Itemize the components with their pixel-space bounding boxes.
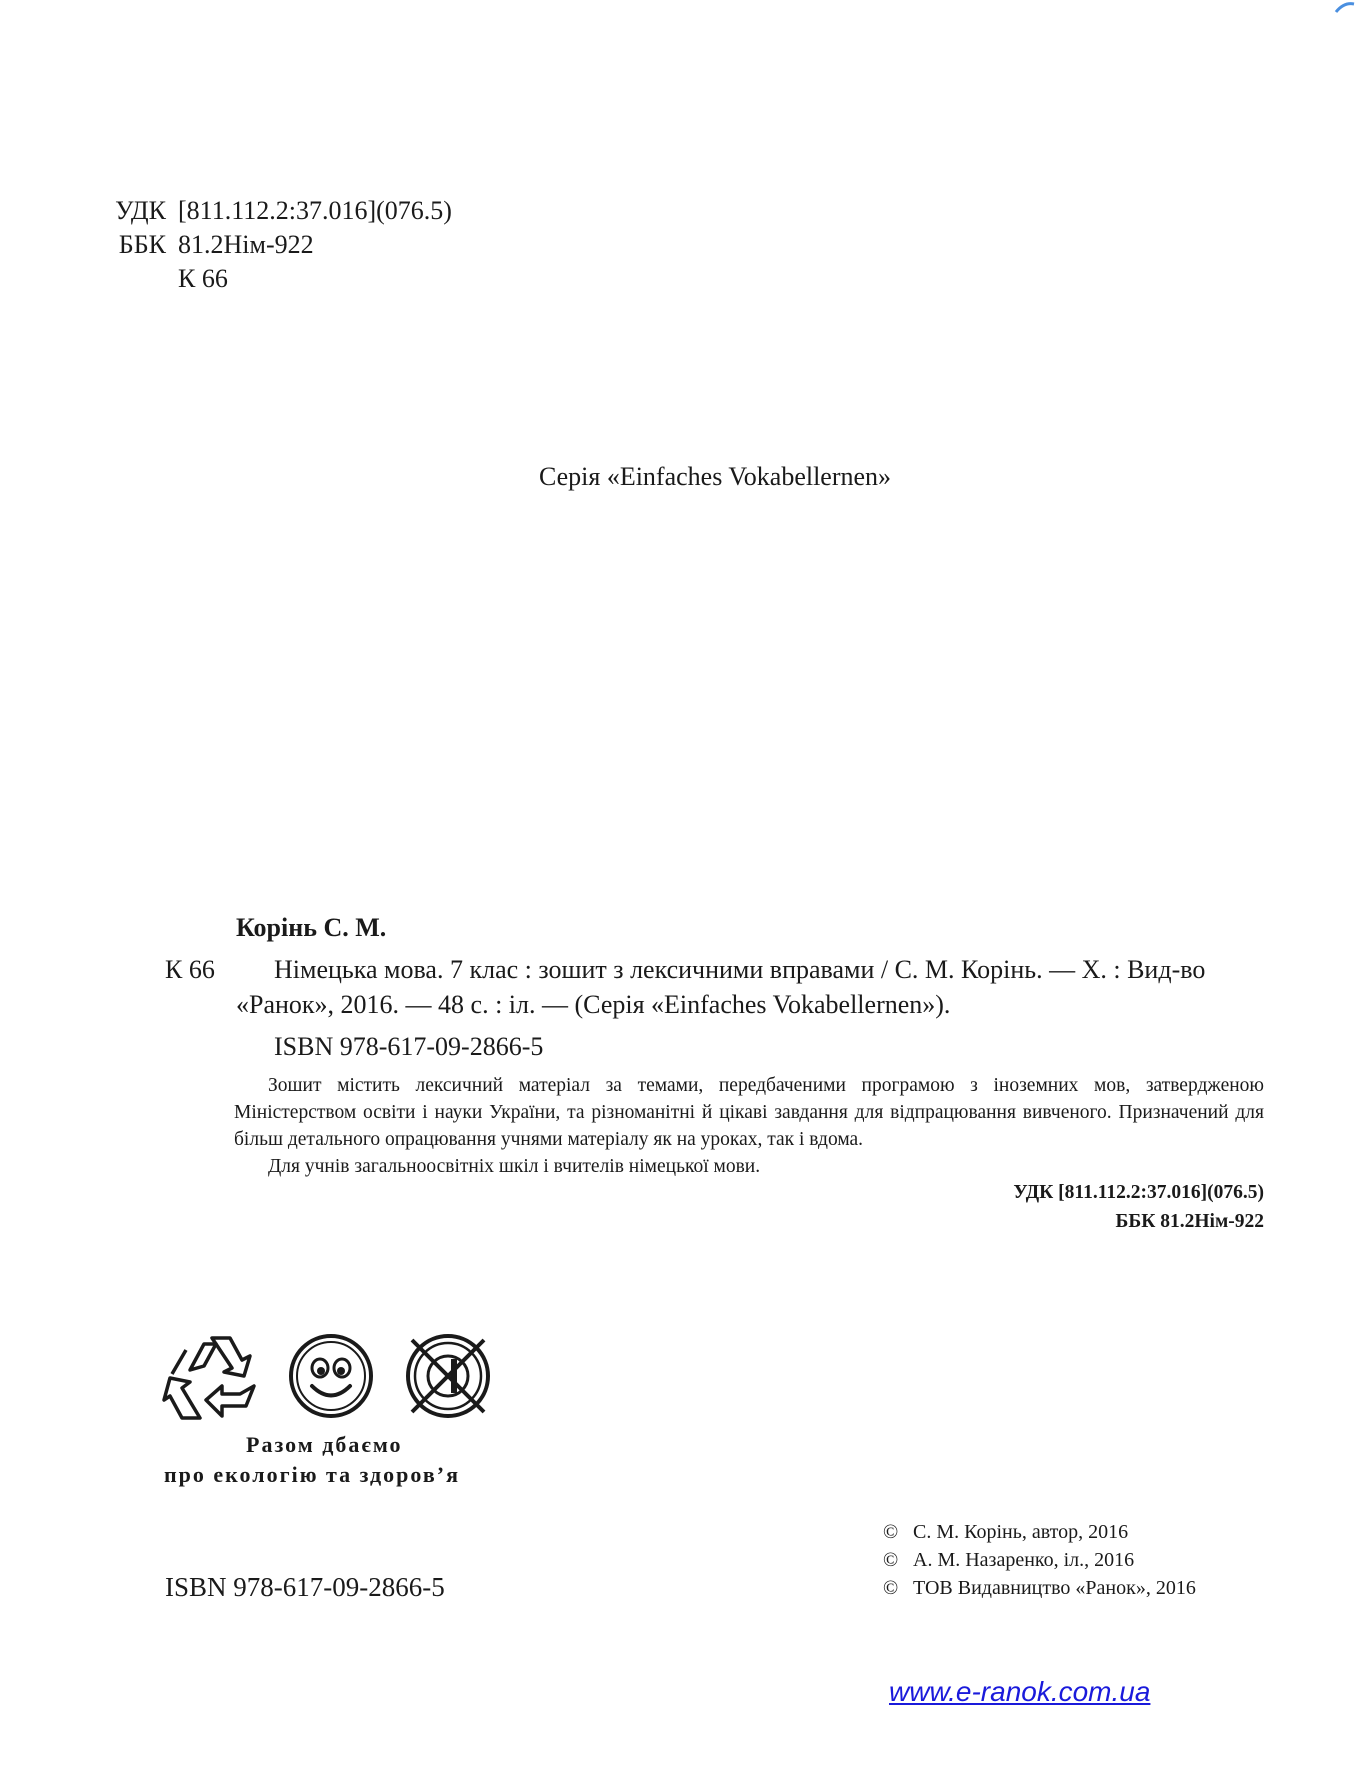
copyright-symbol: © [883,1521,899,1543]
author-mark: К 66 [165,955,215,984]
series-title: Серія «Einfaches Vokabellernen» [538,462,892,491]
bibliographic-title-line2: «Ранок», 2016. — 48 с. : іл. — (Серія «Einfaches Vokabellernen»). [236,990,951,1019]
website-link[interactable]: www.e-ranok.com.ua [889,1676,1151,1707]
bbk-row [100,228,452,262]
smiley-icon [286,1331,376,1421]
recycle-icon [160,1328,264,1424]
author-mark-row [100,262,452,296]
copyright-illustrator: А. М. Назаренко, іл., 2016 [913,1549,1135,1571]
bbk-label: ББК [118,230,166,259]
copyright-line [883,1518,1196,1546]
annotation-paragraph-2: Для учнів загальноосвітніх шкіл і вчителів німецької мови. [268,1156,761,1177]
udk-row [100,194,452,228]
copyright-block [883,1518,1196,1602]
bbk-value: 81.2Нім-922 [178,230,314,259]
copyright-symbol: © [883,1577,899,1599]
author-mark-top: К 66 [178,264,228,293]
classification-bbk-bottom: ББК 81.2Нім-922 [1115,1211,1264,1232]
classification-udk-bottom: УДК [811.112.2:37.016](076.5) [1013,1182,1264,1203]
udk-label: УДК [115,196,166,225]
copyright-symbol: © [883,1549,899,1571]
annotation [234,1072,1264,1180]
udk-value: [811.112.2:37.016](076.5) [178,196,452,225]
copyright-publisher: ТОВ Видавництво «Ранок», 2016 [913,1577,1196,1599]
corner-logo-fragment-icon [1332,0,1356,14]
author-name: Корінь С. М. [236,913,387,942]
copyright-line [883,1546,1196,1574]
no-xray-icon [402,1331,494,1421]
isbn-record: ISBN 978-617-09-2866-5 [274,1032,544,1061]
isbn-bottom: ISBN 978-617-09-2866-5 [165,1572,445,1602]
bibliographic-title-line1: Німецька мова. 7 клас : зошит з лексичними вправами / С. М. Корінь. — Х. : Вид-во [274,955,1206,984]
eco-slogan-line1: Разом дбаємо [246,1432,403,1457]
copyright-line [883,1574,1196,1602]
classification-block-top [100,194,452,296]
eco-slogan-line2: про екологію та здоров’я [164,1462,460,1487]
copyright-author: С. М. Корінь, автор, 2016 [913,1521,1129,1543]
annotation-paragraph-1: Зошит містить лексичний матеріал за темами, передбаченими програмою з іноземних мов, затвердженою Міністерством освіти і науки України, та різноманітні й цікаві завдання для відпрацювання вивченого. Призначений для більш детального опрацювання учнями матеріалу як на уроках, так і вдома. [234,1075,1264,1150]
